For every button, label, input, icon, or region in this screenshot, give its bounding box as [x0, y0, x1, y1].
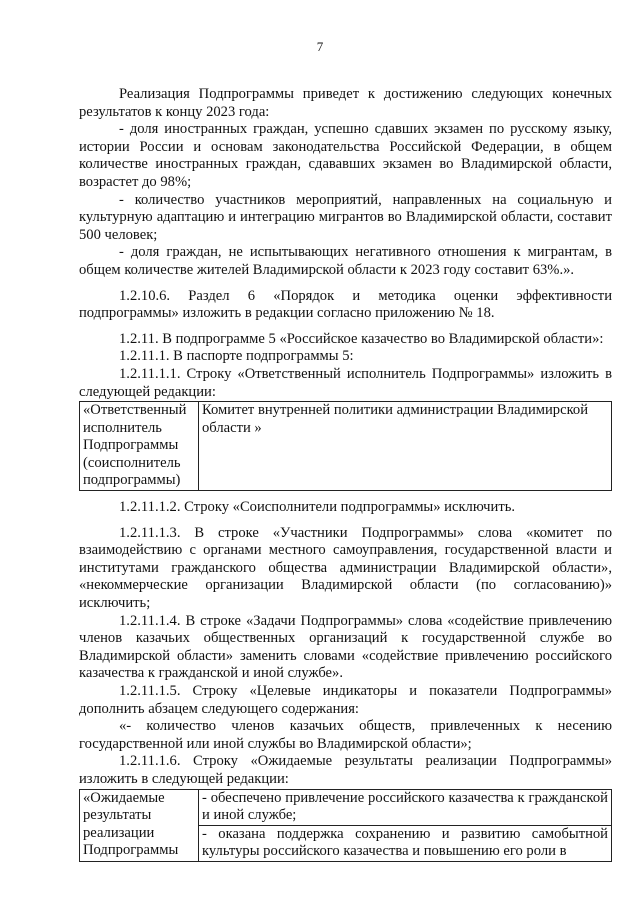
paragraph: 1.2.10.6. Раздел 6 «Порядок и методика оценки эффективности подпрограммы» изложить в редакции согласно приложению № 18. — [79, 287, 612, 322]
paragraph: 1.2.11.1. В паспорте подпрограммы 5: — [119, 348, 354, 365]
result-item: - обеспечено привлечение российского казачества к гражданской и иной службе; — [202, 789, 608, 824]
document-body — [79, 86, 612, 862]
paragraph: 1.2.11.1.5. Строку «Целевые индикаторы и показатели Подпрограммы» дополнить абзацем следующего содержания: — [79, 683, 612, 717]
paragraph: 1.2.11.1.2. Строку «Соисполнители подпрограммы» исключить. — [119, 499, 516, 516]
paragraph: 1.2.11. В подпрограмме 5 «Российское казачество во Владимирской области»: — [119, 330, 604, 347]
table-cell-label: «Ответственный исполнитель Подпрограммы (соисполнитель подпрограммы) — [80, 402, 199, 491]
table-cell-label: «Ожидаемые результаты реализации Подпрограммы — [80, 789, 199, 861]
paragraph: 1.2.11.1.3. В строке «Участники Подпрограммы» слова «комитет по взаимодействию с органами местного самоуправления, государственной власти и институтами гражданского общества администрации Владимирской области», «некоммерческие организации Владимирской области (по согласованию)» исключить; — [79, 524, 612, 612]
paragraph: 1.2.11.1.6. Строку «Ожидаемые результаты реализации Подпрограммы» изложить в следующей редакции: — [79, 753, 612, 787]
page-number: 7 — [316, 39, 324, 54]
table-row — [80, 402, 612, 491]
list-item: - доля иностранных граждан, успешно сдавших экзамен по русскому языку, истории России и основам законодательства Российской Федерации, в общем количестве иностранных граждан, сдававших экзамен во Владимирской области, возрастет до 98%; — [79, 121, 612, 190]
passport-table-responsible — [79, 401, 612, 491]
result-item: - оказана поддержка сохранению и развитию самобытной культуры российского казачества и повышению его роли в — [202, 825, 608, 860]
table-cell-value — [199, 789, 612, 861]
list-item: - доля граждан, не испытывающих негативного отношения к мигрантам, в общем количестве жителей Владимирской области к 2023 году составит 63%.». — [79, 244, 612, 278]
table-cell-value: Комитет внутренней политики администрации Владимирской области » — [199, 402, 612, 491]
passport-table-results — [79, 789, 612, 862]
table-row — [80, 789, 612, 861]
paragraph: «- количество членов казачьих обществ, привлеченных к несению государственной или иной службы во Владимирской области»; — [79, 718, 612, 752]
list-item: - количество участников мероприятий, направленных на социальную и культурную адаптацию и интеграцию мигрантов во Владимирской области, составит 500 человек; — [79, 191, 612, 243]
paragraph: 1.2.11.1.4. В строке «Задачи Подпрограммы» слова «содействие привлечению членов казачьих общественных организаций к государственной службе во Владимирской области» заменить словами «содействие привлечению российского казачества к гражданской и иной службе». — [79, 612, 612, 682]
paragraph: Реализация Подпрограммы приведет к достижению следующих конечных результатов к концу 2023 года: — [79, 86, 612, 120]
paragraph: 1.2.11.1.1. Строку «Ответственный исполнитель Подпрограммы» изложить в следующей редакции: — [79, 365, 612, 400]
